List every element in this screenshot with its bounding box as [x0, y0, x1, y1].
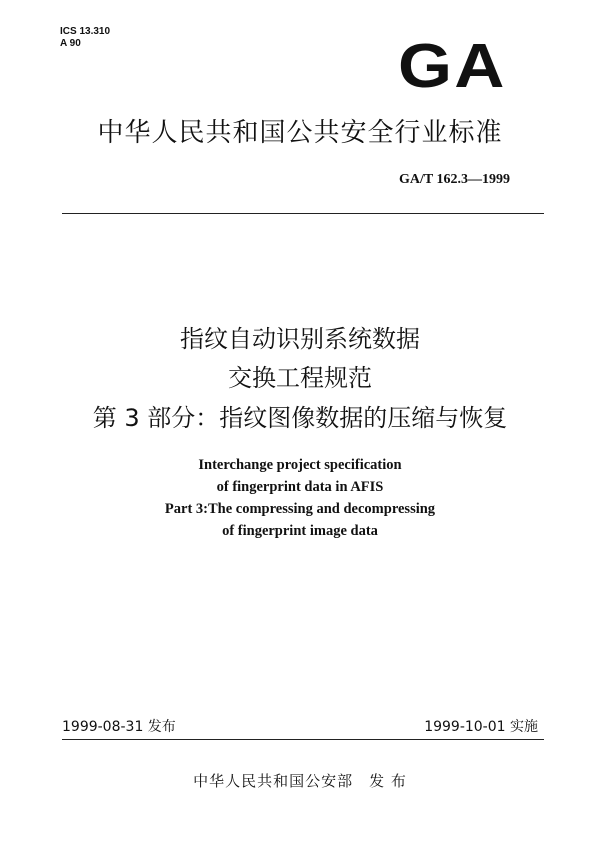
title-en-line2: of fingerprint data in AFIS — [216, 479, 384, 495]
ccs-code: A 90 — [60, 38, 81, 49]
implement-date: 1999-10-01 实施 — [424, 719, 538, 735]
ga-logo: GA — [398, 32, 507, 101]
title-en-line3: Part 3:The compressing and decompressing — [164, 501, 436, 517]
organization-title: 中华人民共和国公共安全行业标准 — [97, 118, 503, 148]
title-cn-line1: 指纹自动识别系统数据 — [180, 325, 420, 353]
ics-code: ICS 13.310 — [60, 26, 111, 37]
title-cn-line2: 交换工程规范 — [228, 364, 372, 392]
publish-date: 1999-08-31 发布 — [62, 719, 176, 735]
standard-number: GA/T 162.3—1999 — [399, 172, 510, 187]
classification-codes — [60, 26, 110, 50]
footer-divider — [62, 739, 544, 740]
title-cn-line3: 第 3 部分：指纹图像数据的压缩与恢复 — [92, 404, 508, 432]
issuer: 中华人民共和国公安部 发 布 — [193, 772, 407, 790]
title-en-line1: Interchange project specification — [198, 457, 402, 473]
header-divider — [62, 213, 544, 214]
title-en-line4: of fingerprint image data — [222, 523, 378, 539]
